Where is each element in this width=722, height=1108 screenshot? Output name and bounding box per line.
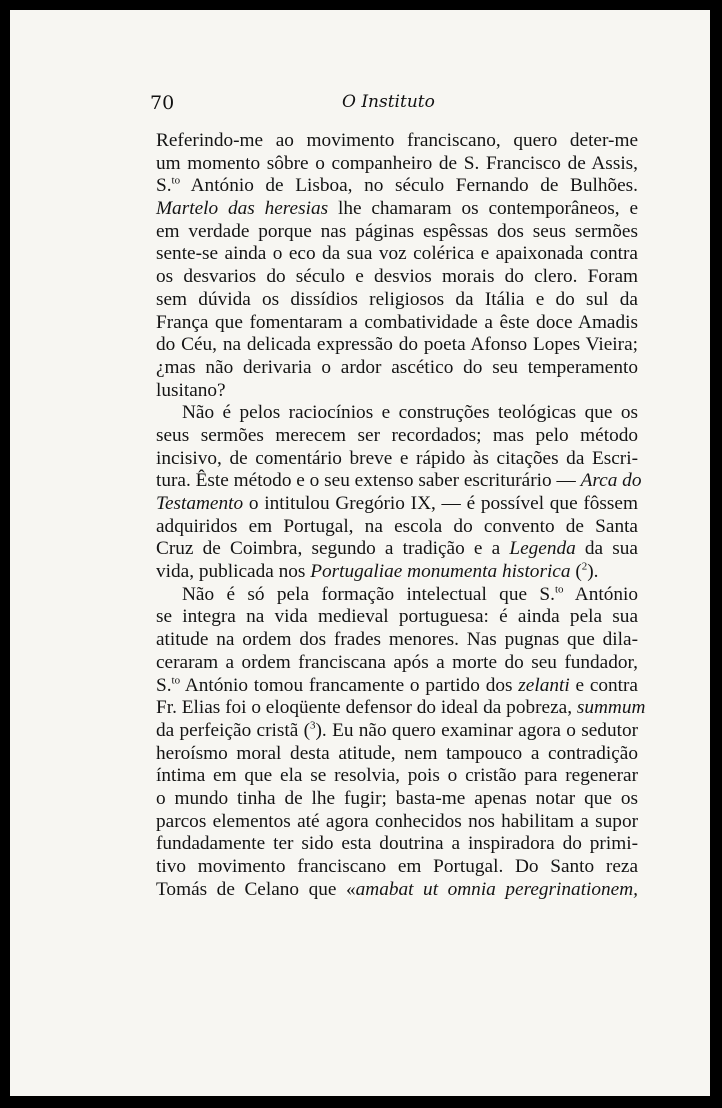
text-line: tivo movimento franciscano em Portugal. Do Santo reza — [156, 856, 638, 877]
text-line: vida, publicada nos Portugaliae monumenta historica ($^2$). — [156, 560, 599, 583]
text-line: o mundo tinha de lhe fugir; basta-me apenas notar que os — [156, 787, 638, 809]
text-line: Fr. Elias foi o eloqüente defensor do ideal da pobreza, summum — [156, 697, 646, 719]
text-line: fundadamente ter sido esta doutrina a inspiradora do primi- — [156, 833, 638, 855]
text-line: Cruz de Coimbra, segundo a tradição e a Legenda da sua — [156, 538, 638, 560]
text-line: Martelo das heresias lhe chamaram os contemporâneos, e — [156, 198, 639, 220]
text-line: lusitano? — [156, 379, 226, 401]
text-line: seus sermões merecem ser recordados; mas pelo método — [156, 424, 638, 446]
text-line: em verdade porque nas páginas espêssas dos seus sermões — [156, 220, 638, 242]
text-line: Não é pelos raciocínios e construções teológicas que os — [182, 402, 638, 424]
body-text — [156, 130, 646, 901]
text-line: atitude na ordem dos frades menores. Nas pugnas que dila- — [156, 629, 638, 651]
text-line: Tomás de Celano que «amabat ut omnia peregrinationem, — [156, 878, 638, 900]
text-line: íntima em que ela se resolvia, pois o cristão para regenerar — [156, 765, 638, 787]
page-header — [146, 92, 606, 120]
text-line: França que fomentaram a combatividade a êste doce Amadis — [156, 311, 638, 333]
running-title: O Instituto — [342, 92, 435, 112]
text-line: ¿mas não derivaria o ardor ascético do seu temperamento — [156, 356, 638, 378]
text-line: Não é só pela formação intelectual que S.$^{to}$ António — [182, 583, 638, 605]
text-line: Referindo-me ao movimento franciscano, quero deter-me — [156, 130, 638, 151]
text-line: os desvarios do século e desvios morais do clero. Foram — [156, 266, 638, 288]
text-line: S.$^{to}$ António de Lisboa, no século Fernando de Bulhões. — [156, 174, 638, 197]
book-page — [10, 10, 710, 1096]
text-line: se integra na vida medieval portuguesa: é ainda pela sua — [156, 606, 638, 628]
page-number: 70 — [150, 92, 175, 114]
text-line: heroísmo moral desta atitude, nem tampouco a contradição — [156, 742, 638, 764]
text-line: sem dúvida os dissídios religiosos da Itália e do sul da — [156, 288, 638, 310]
text-line: parcos elementos até agora conhecidos nos habilitam a supor — [156, 810, 638, 832]
text-line: tura. Êste método e o seu extenso saber escriturário — Arca do — [156, 470, 642, 492]
text-line: da perfeição cristã ($^3$). Eu não quero examinar agora o sedutor — [156, 719, 639, 741]
text-line: um momento sôbre o companheiro de S. Francisco de Assis, — [156, 152, 638, 174]
text-line: adquiridos em Portugal, na escola do convento de Santa — [156, 515, 638, 537]
text-line: Testamento o intitulou Gregório IX, — é possível que fôssem — [156, 493, 638, 514]
text-line: ceraram a ordem franciscana após a morte do seu fundador, — [156, 651, 638, 673]
text-line: S.$^{to}$ António tomou francamente o partido dos zelanti e contra — [156, 674, 638, 696]
text-line: do Céu, na delicada expressão do poeta Afonso Lopes Vieira; — [156, 334, 638, 356]
text-line: incisivo, de comentário breve e rápido às citações da Escri- — [156, 447, 638, 469]
text-line: sente-se ainda o eco da sua voz colérica e apaixonada contra — [156, 243, 638, 265]
